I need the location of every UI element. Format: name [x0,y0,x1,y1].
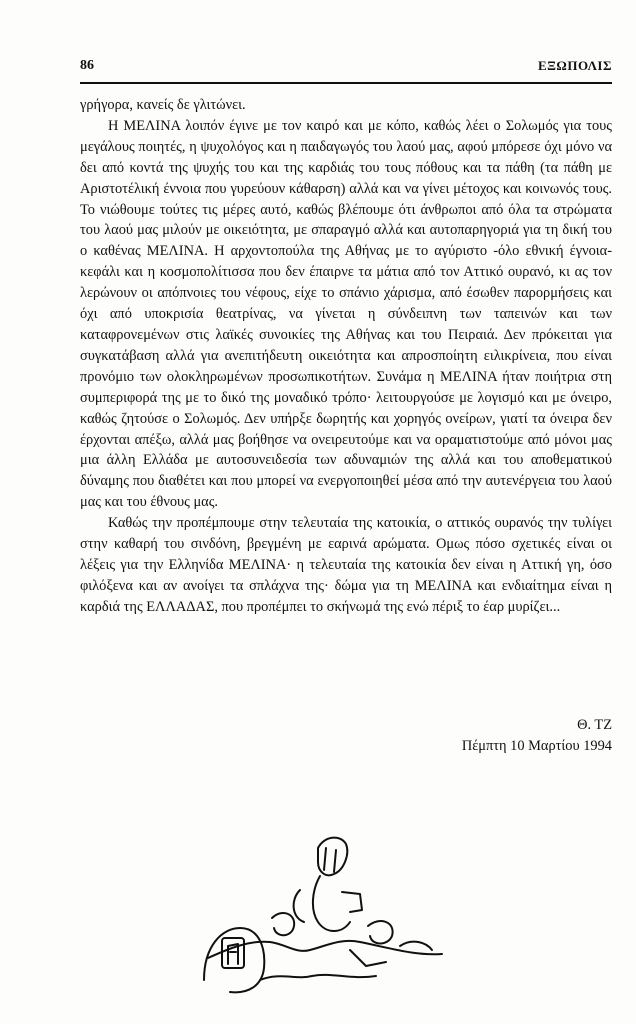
article-body [80,95,612,618]
page-header [80,58,612,80]
paragraph: γρήγορα, κανείς δε γλιτώνει. [80,97,246,113]
signature-block [462,715,612,757]
paragraph: Η ΜΕΛΙΝΑ λοιπόν έγινε με τον καιρό και με κόπο, καθώς λέει ο Σολωμός για τους μεγάλους ποιητές, η ψυχολόγος και η παιδαγωγός του λαού μας, αφού μπόρεσε όχι μόνο να δει από κοντά της ψυχής του και της καρδιάς του τους πόθους και τα πάθη (τα πάθη με Αριστοτέλική έννοια που γυρεύουν κάθαρση) αλλά και να γίνει μέτοχος και κοινωνός τους. Το νιώθουμε τούτες τις μέρες αυτό, καθώς βλέπουμε ότι άνθρωποι από όλα τα στρώματα του λαού μας μιλούν με οικειότητα, με σπαραγμό αλλά και αυτοπαρηγοριά για τη δική του ο καθένας ΜΕΛΙΝΑ. Η αρχοντοπούλα της Αθήνας με το αγύριστο -όλο εθνική έγνοια- κεφάλι και η κοσμοπολίτισσα που δεν έπαιρνε τα μάτια από τον Αττικό ουρανό, κι ας τον λερώνουν οι απόπνοιες του νέφους, είχε το σπάνιο χάρισμα, από έσωθεν παρορμήσεις και όχι από υποκρισία θεατρίνας, να γίνεται η σύνδειπνη των ταπεινών και των καταφρονεμένων στις λαϊκές συνοικίες της Αθήνας και του Πειραιά. Δεν πρόκειται για συγκατάβαση αλλά για ανεπιτήδευτη οικειότητα και απροσποίητη ειλικρίνεια, που είναι προνόμιο των ολοκληρωμένων προσωπικοτήτων. Συνάμα η ΜΕΛΙΝΑ ήταν ποιήτρια στη συμπεριφορά της με το δικό της μοναδικό τρόπο· λειτουργούσε με λογισμό και με όνειρο, καθώς ζητούσε ο Σολωμός. Δεν υπήρξε δωρητής και χορηγός ονείρων, γιατί τα όνειρα δεν έρχονται απέξω, αλλά μας βοήθησε να ονειρευτούμε και να οραματιστούμε από μόνοι μας μια άλλη Ελλάδα με αυτοσυνειδεσία των αδυναμιών της αλλά και του αποθεματικού δύναμης που διαθέτει και που μπορεί να ενεργοποιηθεί μέσα από την αυτενέργεια του λαού μας και του έθνους μας. [80,117,612,511]
line-drawing-sketch [200,830,450,1000]
header-rule [80,82,612,84]
running-title: ΕΞΩΠΟΛΙΣ [537,58,612,73]
paragraph: Καθώς την προπέμπουμε στην τελευταία της κατοικία, ο αττικός ουρανός την τυλίγει στην καθαρή του σινδόνη, βρεγμένη με εαρινά αρώματα. Ομως πόσο σχετικές είναι οι λέξεις για την Ελληνίδα ΜΕΛΙΝΑ· η τελευταία της κατοικία δεν είναι η Αττική γη, όσο φιλόξενα και αν ανοίγει τα σπλάχνα της· δώμα για τη ΜΕΛΙΝΑ και ενδιαίτημα είναι η καρδιά της ΕΛΛΑΔΑΣ, που προπέμπει το σκήνωμά της ενώ πέριξ το έαρ μυρίζει... [80,515,612,615]
author-initials: Θ. ΤΖ [577,717,612,733]
signature-date: Πέμπτη 10 Μαρτίου 1994 [461,738,612,754]
page-number: 86 [80,58,94,73]
